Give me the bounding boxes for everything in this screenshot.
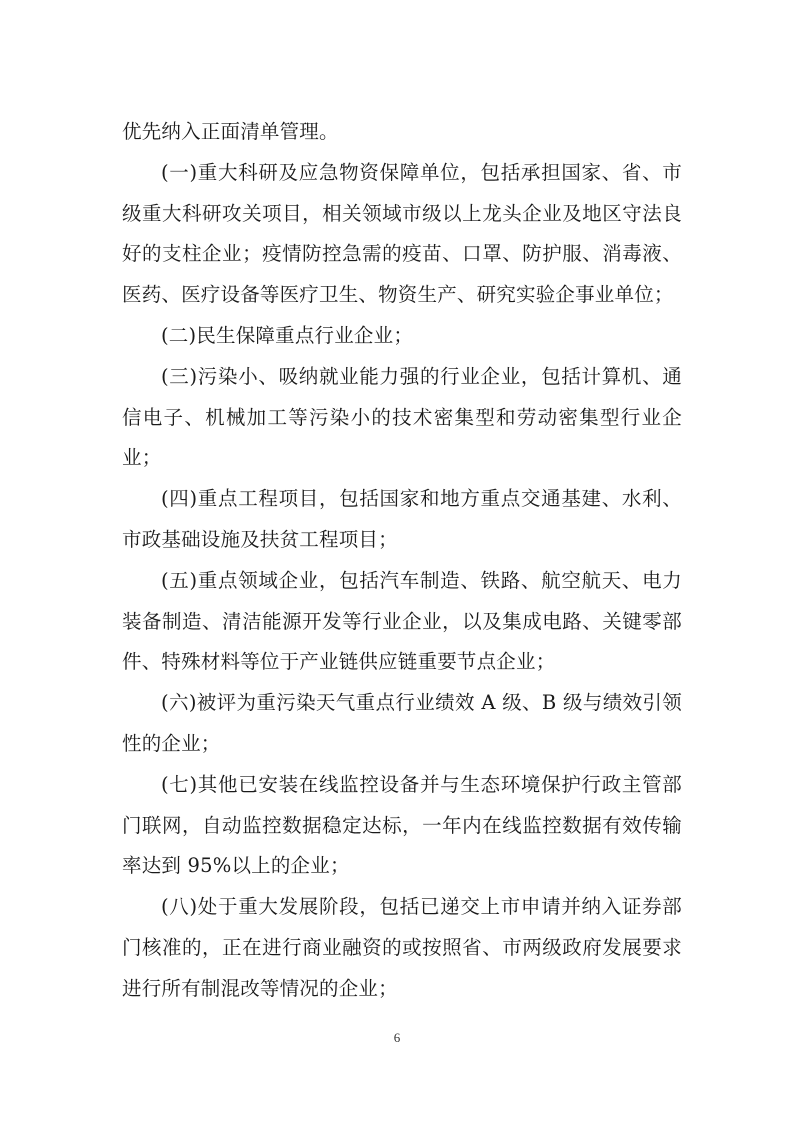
paragraph-item-2: (二)民生保障重点行业企业；: [161, 323, 414, 347]
document-body: [122, 112, 682, 1010]
paragraph-item-6: (六)被评为重污染天气重点行业绩效 A 级、B 级与绩效引领性的企业；: [122, 691, 682, 755]
paragraph-item-4: (四)重点工程项目，包括国家和地方重点交通基建、水利、市政基础设施及扶贫工程项目；: [122, 487, 682, 551]
paragraph-item-3: (三)污染小、吸纳就业能力强的行业企业，包括计算机、通信电子、机械加工等污染小的技术密集型和劳动密集型行业企业；: [122, 364, 682, 470]
paragraph-item-1: (一)重大科研及应急物资保障单位，包括承担国家、省、市级重大科研攻关项目，相关领域市级以上龙头企业及地区守法良好的支柱企业；疫情防控急需的疫苗、口罩、防护服、消毒液、医药、医疗设备等医疗卫生、物资生产、研究实验企事业单位；: [122, 160, 682, 307]
paragraph-continuation: 优先纳入正面清单管理。: [122, 120, 339, 143]
paragraph-item-5: (五)重点领域企业，包括汽车制造、铁路、航空航天、电力装备制造、清洁能源开发等行业企业，以及集成电路、关键零部件、特殊材料等位于产业链供应链重要节点企业；: [122, 568, 682, 674]
page-number: 6: [393, 1030, 401, 1045]
paragraph-item-8: (八)处于重大发展阶段，包括已递交上市申请并纳入证券部门核准的，正在进行商业融资的或按照省、市两级政府发展要求进行所有制混改等情况的企业；: [122, 895, 682, 1000]
paragraph-item-7: (七)其他已安装在线监控设备并与生态环境保护行政主管部门联网，自动监控数据稳定达标，一年内在线监控数据有效传输率达到 95%以上的企业；: [122, 772, 682, 878]
